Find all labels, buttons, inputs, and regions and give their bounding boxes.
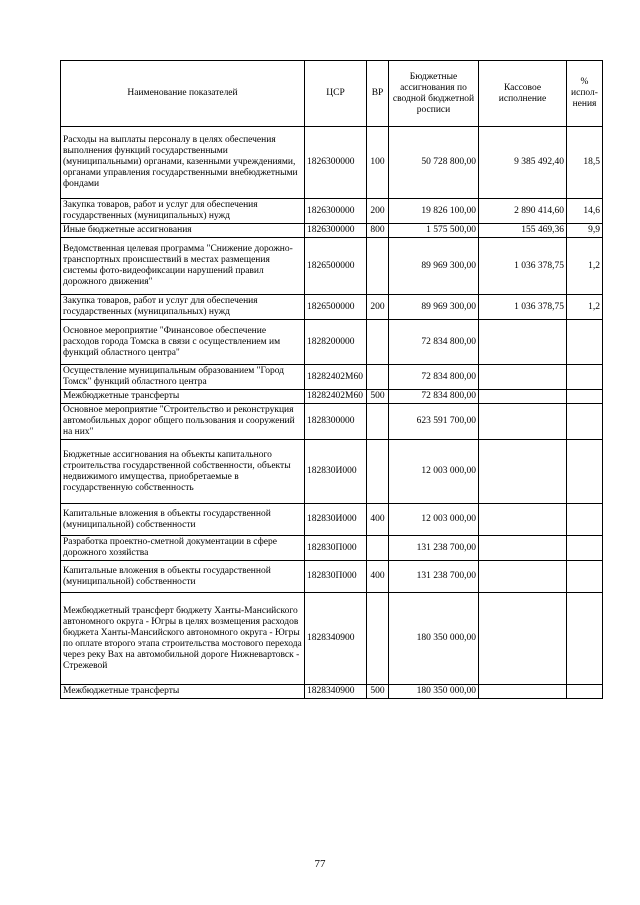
cell-name: Основное мероприятие "Финансовое обеспечение расходов города Томска в связи с осуществлением им функций областного центра" bbox=[61, 320, 305, 365]
table-row bbox=[61, 536, 603, 561]
cell-allocations: 12 003 000,00 bbox=[389, 440, 479, 504]
cell-csr: 182830П000 bbox=[305, 561, 367, 593]
cell-csr: 18282402М60 bbox=[305, 390, 367, 404]
cell-execution: 1 036 378,75 bbox=[479, 238, 567, 295]
cell-execution: 2 890 414,60 bbox=[479, 199, 567, 224]
cell-percent: 18,5 bbox=[567, 127, 603, 199]
header-csr: ЦСР bbox=[305, 61, 367, 127]
table-row bbox=[61, 561, 603, 593]
cell-percent bbox=[567, 320, 603, 365]
cell-allocations: 623 591 700,00 bbox=[389, 404, 479, 440]
header-vr: ВР bbox=[367, 61, 389, 127]
cell-percent bbox=[567, 365, 603, 390]
cell-execution bbox=[479, 685, 567, 699]
cell-vr: 500 bbox=[367, 685, 389, 699]
cell-vr bbox=[367, 404, 389, 440]
table-row bbox=[61, 238, 603, 295]
cell-csr: 182830П000 bbox=[305, 536, 367, 561]
table-row bbox=[61, 685, 603, 699]
cell-vr bbox=[367, 238, 389, 295]
cell-csr: 1828300000 bbox=[305, 404, 367, 440]
cell-percent bbox=[567, 561, 603, 593]
cell-percent: 1,2 bbox=[567, 295, 603, 320]
cell-vr: 400 bbox=[367, 561, 389, 593]
table-row bbox=[61, 127, 603, 199]
cell-execution bbox=[479, 320, 567, 365]
cell-csr: 1828340900 bbox=[305, 685, 367, 699]
cell-vr: 800 bbox=[367, 224, 389, 238]
cell-csr: 1826500000 bbox=[305, 238, 367, 295]
cell-name: Межбюджетный трансферт бюджету Ханты-Мансийского автономного округа - Югры в целях возмещения расходов бюджета Ханты-Мансийского автономного округа - Югры по оплате второго этапа строительства мостового перехода через реку Вах на автомобильной дороге Нижневартовск - Стрежевой bbox=[61, 593, 305, 685]
cell-execution bbox=[479, 593, 567, 685]
cell-execution: 9 385 492,40 bbox=[479, 127, 567, 199]
cell-percent bbox=[567, 404, 603, 440]
cell-percent bbox=[567, 593, 603, 685]
table-header-row bbox=[61, 61, 603, 127]
cell-name: Капитальные вложения в объекты государственной (муниципальной) собственности bbox=[61, 504, 305, 536]
header-execution: Кассовое исполнение bbox=[479, 61, 567, 127]
cell-execution bbox=[479, 504, 567, 536]
cell-execution bbox=[479, 561, 567, 593]
cell-execution bbox=[479, 404, 567, 440]
cell-percent bbox=[567, 504, 603, 536]
page-number: 77 bbox=[314, 858, 326, 870]
cell-vr bbox=[367, 440, 389, 504]
cell-execution: 1 036 378,75 bbox=[479, 295, 567, 320]
cell-execution bbox=[479, 390, 567, 404]
cell-name: Закупка товаров, работ и услуг для обеспечения государственных (муниципальных) нужд bbox=[61, 295, 305, 320]
table-row bbox=[61, 504, 603, 536]
table-row bbox=[61, 295, 603, 320]
cell-execution: 155 469,36 bbox=[479, 224, 567, 238]
cell-allocations: 180 350 000,00 bbox=[389, 593, 479, 685]
table-row bbox=[61, 199, 603, 224]
cell-vr: 400 bbox=[367, 504, 389, 536]
cell-percent: 1,2 bbox=[567, 238, 603, 295]
cell-csr: 1826300000 bbox=[305, 127, 367, 199]
cell-csr: 18282402М60 bbox=[305, 365, 367, 390]
cell-percent bbox=[567, 685, 603, 699]
cell-name: Расходы на выплаты персоналу в целях обеспечения выполнения функций государственными (муниципальными) органами, казенными учреждениями, органами управления государственными внебюджетными фондами bbox=[61, 127, 305, 199]
cell-csr: 182830И000 bbox=[305, 440, 367, 504]
cell-name: Разработка проектно-сметной документации в сфере дорожного хозяйства bbox=[61, 536, 305, 561]
cell-allocations: 131 238 700,00 bbox=[389, 536, 479, 561]
cell-name: Закупка товаров, работ и услуг для обеспечения государственных (муниципальных) нужд bbox=[61, 199, 305, 224]
cell-name: Основное мероприятие "Строительство и реконструкция автомобильных дорог общего пользования и сооружений на них" bbox=[61, 404, 305, 440]
cell-allocations: 72 834 800,00 bbox=[389, 365, 479, 390]
cell-csr: 1828340900 bbox=[305, 593, 367, 685]
cell-vr bbox=[367, 593, 389, 685]
cell-allocations: 12 003 000,00 bbox=[389, 504, 479, 536]
cell-csr: 1826300000 bbox=[305, 199, 367, 224]
cell-vr bbox=[367, 320, 389, 365]
header-percent: % испол-нения bbox=[567, 61, 603, 127]
cell-percent: 9,9 bbox=[567, 224, 603, 238]
cell-allocations: 72 834 800,00 bbox=[389, 390, 479, 404]
cell-csr: 1826300000 bbox=[305, 224, 367, 238]
cell-vr: 100 bbox=[367, 127, 389, 199]
cell-allocations: 89 969 300,00 bbox=[389, 238, 479, 295]
table-row bbox=[61, 593, 603, 685]
cell-name: Межбюджетные трансферты bbox=[61, 685, 305, 699]
cell-allocations: 180 350 000,00 bbox=[389, 685, 479, 699]
table-row bbox=[61, 404, 603, 440]
cell-allocations: 89 969 300,00 bbox=[389, 295, 479, 320]
cell-vr: 200 bbox=[367, 199, 389, 224]
cell-allocations: 19 826 100,00 bbox=[389, 199, 479, 224]
table-row bbox=[61, 224, 603, 238]
cell-vr: 200 bbox=[367, 295, 389, 320]
cell-allocations: 131 238 700,00 bbox=[389, 561, 479, 593]
table-row bbox=[61, 320, 603, 365]
cell-csr: 1828200000 bbox=[305, 320, 367, 365]
cell-csr: 1826500000 bbox=[305, 295, 367, 320]
cell-allocations: 50 728 800,00 bbox=[389, 127, 479, 199]
cell-name: Иные бюджетные ассигнования bbox=[61, 224, 305, 238]
cell-name: Осуществление муниципальным образованием "Город Томск" функций областного центра bbox=[61, 365, 305, 390]
table-row bbox=[61, 365, 603, 390]
cell-allocations: 1 575 500,00 bbox=[389, 224, 479, 238]
cell-execution bbox=[479, 365, 567, 390]
cell-percent bbox=[567, 536, 603, 561]
cell-execution bbox=[479, 536, 567, 561]
cell-percent bbox=[567, 390, 603, 404]
cell-vr bbox=[367, 536, 389, 561]
header-name: Наименование показателей bbox=[61, 61, 305, 127]
table-row bbox=[61, 390, 603, 404]
cell-percent: 14,6 bbox=[567, 199, 603, 224]
cell-name: Капитальные вложения в объекты государственной (муниципальной) собственности bbox=[61, 561, 305, 593]
cell-csr: 182830И000 bbox=[305, 504, 367, 536]
budget-execution-table bbox=[60, 60, 603, 699]
header-allocations: Бюджетные ассигнования по сводной бюджетной росписи bbox=[389, 61, 479, 127]
cell-execution bbox=[479, 440, 567, 504]
cell-vr: 500 bbox=[367, 390, 389, 404]
cell-vr bbox=[367, 365, 389, 390]
table-row bbox=[61, 440, 603, 504]
table-body bbox=[61, 127, 603, 699]
cell-name: Ведомственная целевая программа "Снижение дорожно-транспортных происшествий в местах размещения системы фото-видеофиксации нарушений правил дорожного движения" bbox=[61, 238, 305, 295]
cell-allocations: 72 834 800,00 bbox=[389, 320, 479, 365]
cell-name: Бюджетные ассигнования на объекты капитального строительства государственной собственности, объекты недвижимого имущества, приобретаемые в государственную собственность bbox=[61, 440, 305, 504]
cell-name: Межбюджетные трансферты bbox=[61, 390, 305, 404]
cell-percent bbox=[567, 440, 603, 504]
